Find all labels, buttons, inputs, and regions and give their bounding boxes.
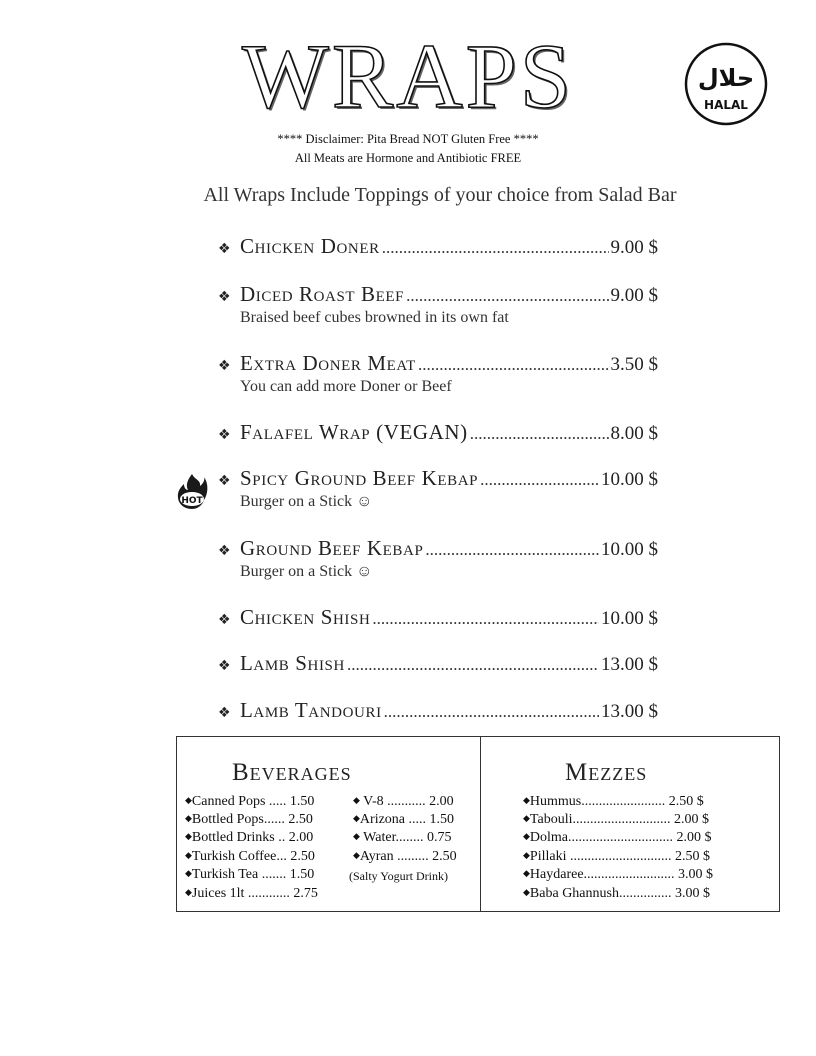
item-price: 10.00 $ [601,608,658,629]
diamond-bullet-icon: ❖ [218,427,231,443]
menu-item [218,282,658,327]
disclaimer-meats: All Meats are Hormone and Antibiotic FREE [294,151,522,165]
menu-item [218,605,658,633]
wraps-subtitle: All Wraps Include Toppings of your choice from Salad Bar [203,184,677,206]
item-description: Burger on a Stick ☺ [240,493,373,510]
item-name: Falafel Wrap (VEGAN) [240,420,468,444]
beverages-mezzes-box [176,736,780,912]
mezze-item: ◆Dolma.............................. 2.00 $ [523,830,712,845]
item-name: Chicken Doner [240,234,380,258]
item-name: Spicy Ground Beef Kebap [240,466,479,490]
diamond-bullet-icon: ❖ [218,543,231,559]
item-price: 10.00 $ [601,469,658,490]
diamond-bullet-icon: ❖ [218,612,231,628]
halal-label: HALAL [704,98,748,112]
menu-item [218,536,658,581]
item-price: 13.00 $ [601,654,658,675]
menu-item [218,651,658,679]
diamond-bullet-icon: ❖ [218,289,231,305]
beverage-item: ◆ Water........ 0.75 [353,830,452,845]
item-name: Chicken Shish [240,605,371,629]
item-price: 9.00 $ [610,237,658,258]
beverage-note: (Salty Yogurt Drink) [349,869,449,883]
diamond-bullet-icon: ❖ [218,241,231,257]
box-divider [480,737,481,911]
diamond-bullet-icon: ❖ [218,705,231,721]
item-name: Diced Roast Beef [240,282,405,306]
mezze-item: ◆Pillaki ............................. 2.50 $ [523,849,710,864]
beverage-item: ◆Juices 1lt ............ 2.75 [185,886,318,901]
diamond-bullet-icon: ❖ [218,358,231,374]
beverage-item: ◆Bottled Drinks .. 2.00 [185,830,314,845]
beverage-item: ◆Bottled Pops...... 2.50 [185,812,313,827]
halal-arabic-text: حلال [697,64,755,92]
hot-label: HOT [181,496,203,506]
hot-flame-icon [175,472,209,510]
item-price: 9.00 $ [610,285,658,306]
diamond-bullet-icon: ❖ [218,658,231,674]
mezze-item: ◆Tabouli............................ 2.00 $ [523,812,709,827]
menu-item [218,351,658,396]
item-name: Lamb Shish [240,651,345,675]
beverage-item: ◆Canned Pops ..... 1.50 [185,794,315,809]
item-price: 3.50 $ [610,354,658,375]
item-price: 13.00 $ [601,701,658,722]
beverage-item: ◆Turkish Tea ....... 1.50 [185,867,315,882]
page-title: WRAPS [242,25,574,127]
item-price: 8.00 $ [610,423,658,444]
beverage-item: ◆Arizona ..... 1.50 [353,812,455,827]
item-description: Braised beef cubes browned in its own fat [240,309,509,326]
halal-seal-icon [684,42,768,126]
menu-item [218,420,658,448]
beverage-item: ◆Turkish Coffee... 2.50 [185,849,315,864]
mezzes-title: Mezzes [565,759,648,786]
item-description: You can add more Doner or Beef [240,378,452,395]
beverage-item: ◆Ayran ......... 2.50 [353,849,457,864]
mezze-item: ◆Haydaree.......................... 3.00 $ [523,867,714,882]
menu-item [218,466,658,511]
beverages-title: Beverages [232,759,352,786]
mezze-item: ◆Baba Ghannush............... 3.00 $ [523,886,710,901]
menu-item [218,234,658,262]
item-name: Lamb Tandouri [240,698,382,722]
item-price: 10.00 $ [601,539,658,560]
item-name: Ground Beef Kebap [240,536,424,560]
item-name: Extra Doner Meat [240,351,416,375]
beverage-item: ◆ V-8 ........... 2.00 [353,794,454,809]
disclaimer-gluten: **** Disclaimer: Pita Bread NOT Gluten Free **** [277,132,539,146]
menu-item [218,698,658,726]
item-description: Burger on a Stick ☺ [240,563,373,580]
mezze-item: ◆Hummus........................ 2.50 $ [523,794,704,809]
diamond-bullet-icon: ❖ [218,473,231,489]
